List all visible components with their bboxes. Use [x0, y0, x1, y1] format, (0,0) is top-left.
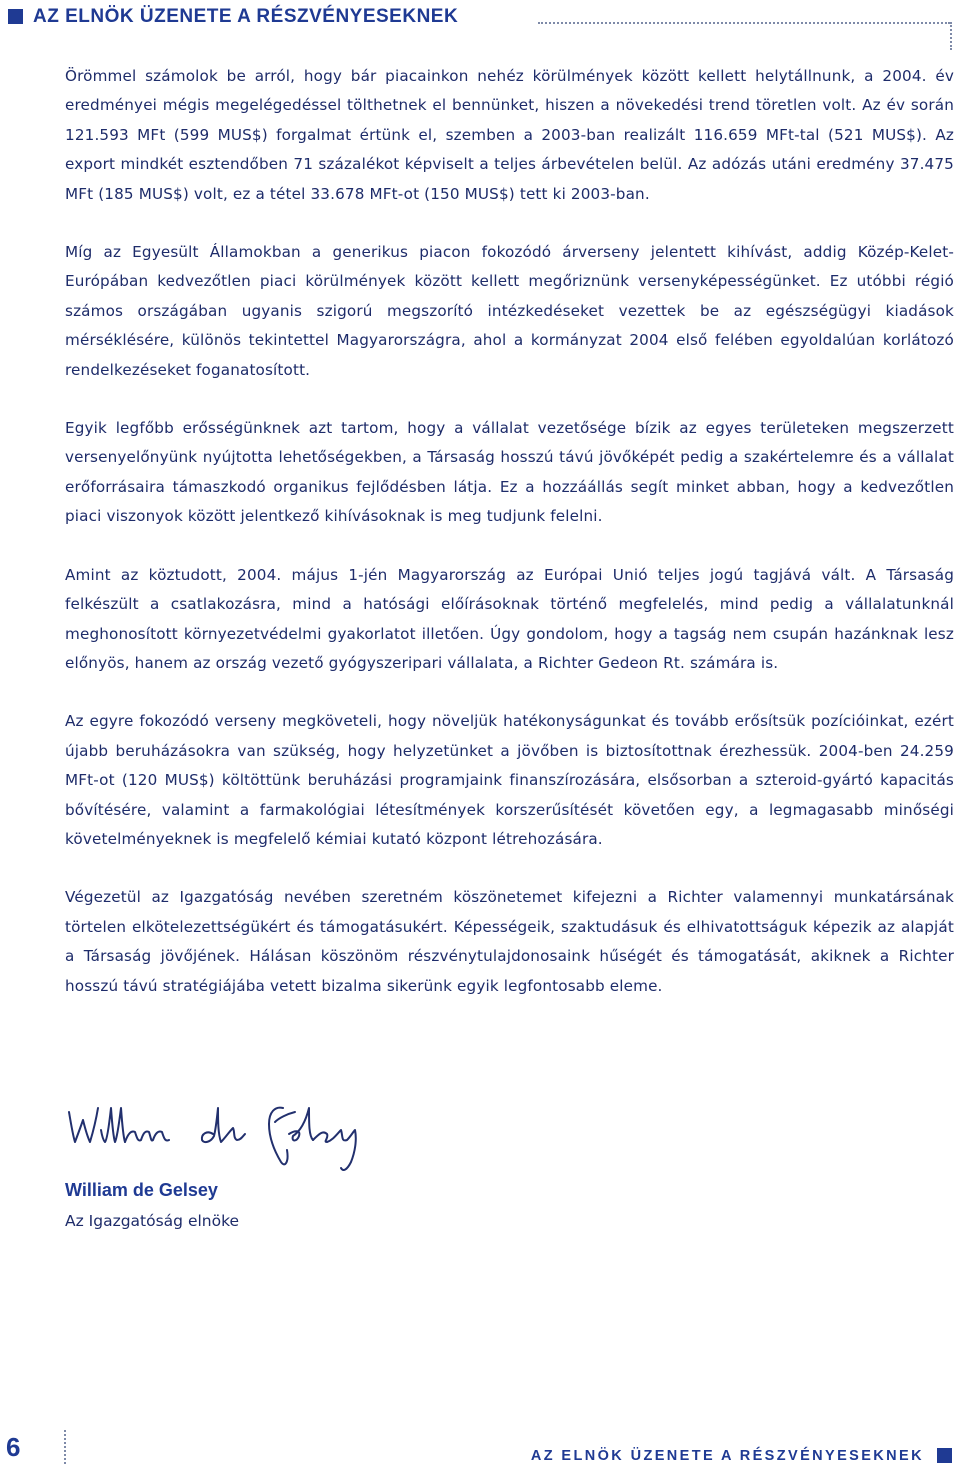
signer-title: Az Igazgatóság elnöke: [65, 1212, 240, 1230]
footer-section-title: AZ ELNÖK ÜZENETE A RÉSZVÉNYESEKNEK: [530, 1448, 924, 1464]
section-title: AZ ELNÖK ÜZENETE A RÉSZVÉNYESEKNEK: [33, 6, 459, 27]
header-dotted-vertical-rule: [950, 22, 952, 50]
page-header: [8, 6, 954, 46]
paragraph-investments: Az egyre fokozódó verseny megköveteli, hogy növeljük hatékonyságunkat és tovább erősítsük pozícióinkat, ezért újabb beruházásokra van szükség, hogy helyzetünket a jövőben is biztosítottnak érezhessük. 2004-ben 24.259 MFt-ot (120 MUS$) költöttünk beruházási programjaink finanszírozására, elsősorban a szteroid-gyártó kapacitás bővítésére, valamint a farmakológiai létesítmények korszerűsítését követően egy, a legmagasabb minőségi követelményeknek is megfelelő kémiai kutató központ létrehozására.: [65, 712, 954, 848]
paragraph-markets: Míg az Egyesült Államokban a generikus piacon fokozódó árverseny jelentett kihívást, addig Közép-Kelet-Európában kedvezőtlen piaci körülmények között kellett megőriznünk versenyképességünket. Ez utóbbi régió számos országában ugyanis szigorú megszorító intézkedéseket vezettek be az egészségügyi kiadások mérséklésére, különös tekintettel Magyarországra, ahol a kormányzat 2004 első felében egyoldalúan korlátozó rendelkezéseket foganatosított.: [65, 243, 954, 379]
signature-area: [65, 1090, 465, 1185]
paragraph-thanks: Végezetül az Igazgatóság nevében szeretném köszönetemet kifejezni a Richter valamennyi munkatársának törtelen elkötelezettségükért és támogatásukért. Képességeik, szaktudásuk és elhivatottságuk képezik az alapját a Társaság jövőjének. Hálásan köszönöm részvénytulajdonosaink hűségét és támogatását, akiknek a Richter hosszú távú stratégiájába vetett bizalma sikerünk egyik legfontosabb eleme.: [65, 888, 954, 995]
signer-name: William de Gelsey: [65, 1180, 218, 1200]
page-number: 6: [6, 1432, 21, 1462]
paragraph-results: Örömmel számolok be arról, hogy bár piacainkon nehéz körülmények között kellett helytállnunk, a 2004. év eredményei mégis megelégedéssel tölthetnek el bennünket, hiszen a növekedési trend töretlen volt. Az év során 121.593 MFt (599 MUS$) forgalmat értünk el, szemben a 2003-ban realizált 116.659 MFt-tal (521 MUS$). Az export mindkét esztendőben 71 százalékot képviselt a teljes árbevételen belül. Az adózás utáni eredmény 37.475 MFt (185 MUS$) volt, ez a tétel 33.678 MFt-ot (150 MUS$) tett ki 2003-ban.: [65, 67, 954, 203]
header-square-bullet: [8, 9, 23, 24]
letter-body: [65, 62, 954, 1030]
page-footer: [0, 1430, 960, 1468]
handwritten-signature: [65, 1090, 365, 1185]
paragraph-eu-accession: Amint az köztudott, 2004. május 1-jén Magyarország az Európai Unió teljes jogú tagjává vált. A Társaság felkészült a csatlakozásra, mind a hatósági előírásoknak történő megfelelés, mind pedig a vállalatunknál meghonosított környezetvédelmi gyakorlatot illetően. Úgy gondolom, hogy a tagság nem csupán hazánknak lesz előnyös, hanem az ország vezető gyógyszeripari vállalata, a Richter Gedeon Rt. számára is.: [65, 565, 954, 672]
footer-dotted-vertical-rule: [64, 1430, 66, 1464]
paragraph-strengths: Egyik legfőbb erősségünknek azt tartom, hogy a vállalat vezetősége bízik az egyes területeken megszerzett versenyelőnyünk nyújtotta lehetőségekben, a Társaság hosszú távú jövőképét pedig a szakértelemre és a vállalat erőforrásaira támaszkodó organikus fejlődésben látja. Ez a hozzáállás segít minket abban, hogy a kedvezőtlen piaci viszonyok között jelentkező kihívásoknak is meg tudjunk felelni.: [65, 419, 954, 526]
footer-square-bullet: [937, 1448, 952, 1463]
header-dotted-rule: [538, 22, 950, 24]
